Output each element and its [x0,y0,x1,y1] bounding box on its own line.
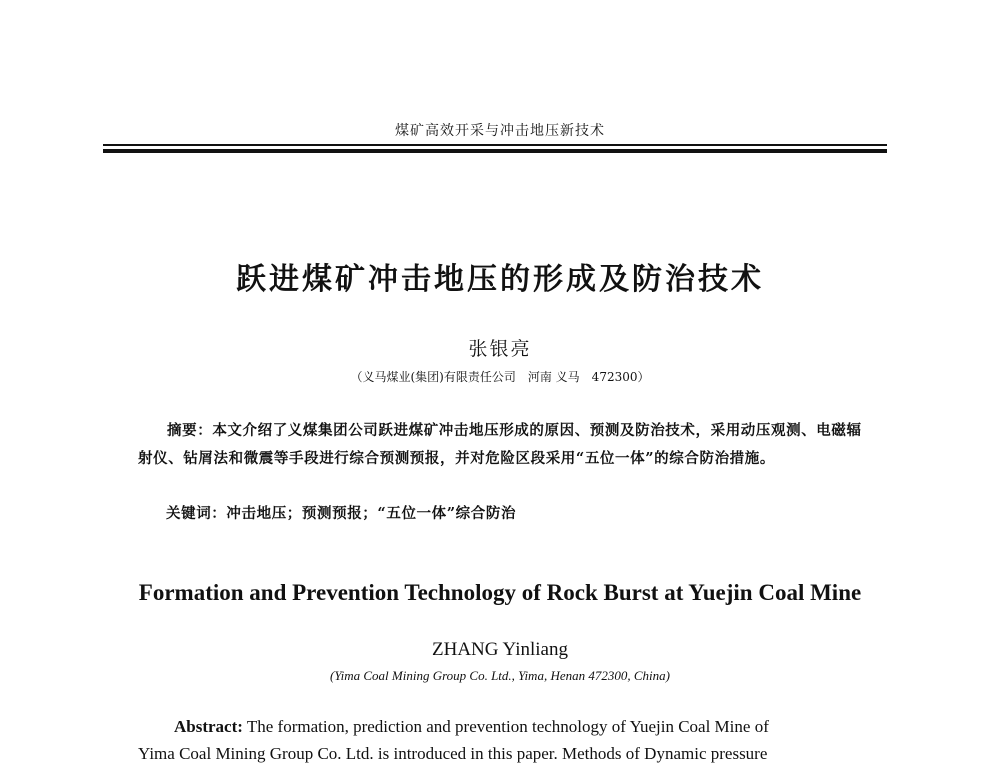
abstract-cn-label: 摘要： [167,422,213,439]
abstract-cn [138,417,862,473]
keywords-cn-label: 关键词： [166,505,227,522]
affiliation-cn: （义马煤业(集团)有限责任公司 河南 义马 472300） [350,370,650,384]
author-cn: 张银亮 [468,338,532,360]
header-rule-thin [103,144,887,146]
title-en: Formation and Prevention Technology of Rock Burst at Yuejin Coal Mine [138,580,862,605]
abstract-en [138,713,862,767]
abstract-cn-text: 本文介绍了义煤集团公司跃进煤矿冲击地压形成的原因、预测及防治技术，采用动压观测、电磁辐射仪、钻屑法和微震等手段进行综合预测预报，并对危险区段采用“五位一体”的综合防治措施。 [138,422,862,467]
keywords-cn-text: 冲击地压；预测预报；“五位一体”综合防治 [226,505,517,522]
abstract-en-line2: Yima Coal Mining Group Co. Ltd. is introduced in this paper. Methods of Dynamic pressure [138,744,768,763]
keywords-cn [166,500,890,528]
header-rule-thick [103,149,887,153]
affiliation-en: (Yima Coal Mining Group Co. Ltd., Yima, Henan 472300, China) [330,668,670,683]
running-header: 煤矿高效开采与冲击地压新技术 [395,123,605,139]
abstract-en-label: Abstract: [174,717,243,736]
author-en: ZHANG Yinliang [432,639,568,660]
abstract-en-line1: The formation, prediction and prevention technology of Yuejin Coal Mine of [242,717,769,736]
title-cn: 跃进煤矿冲击地压的形成及防治技术 [236,262,764,297]
